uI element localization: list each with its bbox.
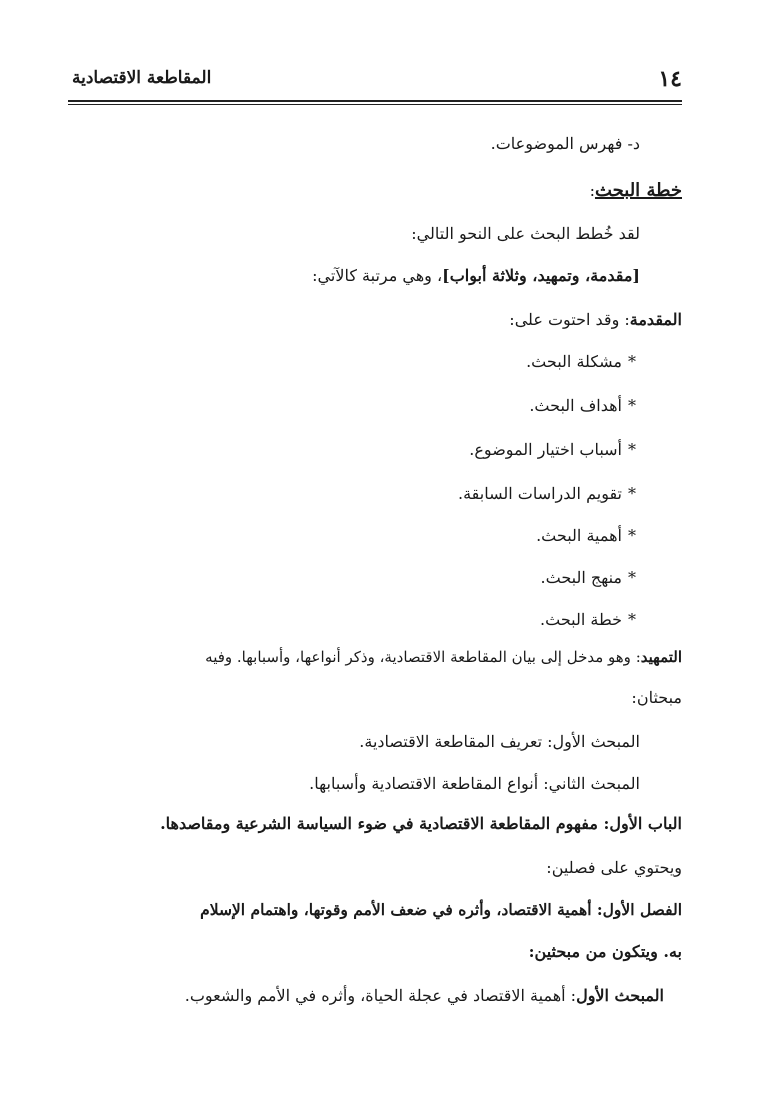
plan-intro: لقد خُطط البحث على النحو التالي:	[411, 224, 640, 243]
list-item	[529, 396, 636, 415]
list-item-text: مشكلة البحث.	[526, 352, 622, 371]
chapter-1-contains: ويحتوي على فصلين:	[546, 858, 682, 877]
plan-heading-text: خطة البحث	[594, 180, 682, 201]
list-item-text: أسباب اختيار الموضوع.	[469, 440, 622, 459]
bullet: *	[628, 440, 636, 459]
list-item-text: أهمية البحث.	[536, 526, 622, 545]
topic-1-label: المبحث الأول	[576, 986, 664, 1005]
bullet: *	[628, 352, 636, 371]
list-item	[541, 568, 636, 587]
bullet: *	[628, 484, 636, 503]
intro-rest: : وقد احتوت على:	[509, 310, 630, 329]
bullet: *	[628, 568, 636, 587]
list-item	[458, 484, 636, 503]
document-page	[68, 58, 682, 1058]
preface-topic-2: المبحث الثاني: أنواع المقاطعة الاقتصادية وأسبابها.	[309, 774, 640, 793]
list-item-text: منهج البحث.	[540, 568, 622, 587]
page-number: ١٤	[658, 66, 682, 92]
bullet: *	[628, 526, 636, 545]
section-1-line-2: به. ويتكون من مبحثين:	[528, 942, 682, 961]
bullet: *	[628, 610, 636, 629]
list-item-text: أهداف البحث.	[529, 396, 622, 415]
header-rule	[68, 100, 682, 105]
list-item-text: خطة البحث.	[540, 610, 622, 629]
preface-topic-1: المبحث الأول: تعريف المقاطعة الاقتصادية.	[359, 732, 640, 751]
preface-text: : وهو مدخل إلى بيان المقاطعة الاقتصادية، وذكر أنواعها، وأسبابها. وفيه	[205, 648, 641, 666]
intro-line	[509, 310, 682, 329]
bullet: *	[628, 396, 636, 415]
running-title: المقاطعة الاقتصادية	[72, 68, 212, 88]
list-item-text: تقويم الدراسات السابقة.	[458, 484, 622, 503]
list-item-d: د- فهرس الموضوعات.	[490, 134, 640, 153]
structure-rest: ، وهي مرتبة كالآتي:	[312, 266, 443, 285]
plan-heading-colon: :	[589, 181, 595, 200]
preface-label: التمهيد	[640, 648, 682, 666]
intro-label: المقدمة	[629, 310, 682, 329]
topic-1-text: : أهمية الاقتصاد في عجلة الحياة، وأثره في الأمم والشعوب.	[184, 986, 577, 1005]
list-item	[469, 440, 636, 459]
list-item	[536, 526, 636, 545]
running-header	[68, 58, 682, 92]
structure-bold: [مقدمة، وتمهيد، وثلاثة أبواب]	[442, 266, 640, 285]
chapter-1-title: مفهوم المقاطعة الاقتصادية في ضوء السياسة الشرعية ومقاصدها.	[160, 814, 604, 833]
topic-1-line	[185, 986, 664, 1005]
chapter-1-label: الباب الأول:	[603, 814, 682, 833]
preface-line-2: مبحثان:	[631, 688, 682, 707]
list-item	[540, 610, 636, 629]
preface-line-1	[205, 648, 682, 666]
structure-line	[312, 266, 640, 285]
list-item	[526, 352, 636, 371]
section-1-line-1: الفصل الأول: أهمية الاقتصاد، وأثره في ضعف الأمم وقوتها، واهتمام الإسلام	[200, 900, 682, 919]
plan-heading	[590, 180, 682, 201]
chapter-1-line	[160, 814, 682, 833]
